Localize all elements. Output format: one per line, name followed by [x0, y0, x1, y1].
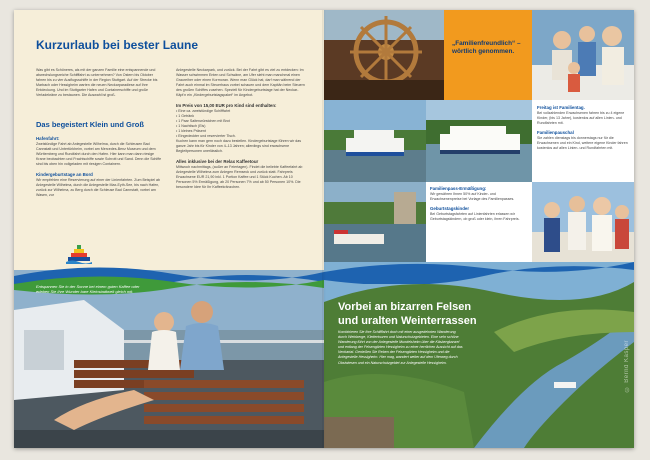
- continued-text: Anlegestelle Neckarpark, und zurück. Bei der Fahrt gibt es viel zu entdecken: Im Wasser schwimmen Enten und Schwäne, am Ufer sieht man manchmal einen Graureiher oder einen Kormoran. Wenn man Glück hat, darf man während der Fahrt auch einmal im Steuerhaus vorbei schauen und dem Kapitän beim Steuern des großen Schiffes zusehen. Speziell für Kindergeburtstage hat der Neckar-Käpt'n ein „Kindergeburtstagspaket“ im Angebot.: [176, 68, 305, 98]
- price-item: • 1 Paar Saitenwürstchen mit Brot: [176, 118, 230, 123]
- birthday-text: Bei Geburtstagsfahrten auf Linienfahrten erlassen wir Geburtstagskindern, ob groß oder klein, ihren Fahrpreis.: [430, 212, 520, 221]
- wave-divider-right: [324, 250, 634, 284]
- intro-column: [36, 68, 164, 102]
- photo-watermark: © Bernd Kasper: [624, 340, 630, 392]
- relax-heading: Alles inklusive bei der Relax Kaffeetour: [176, 158, 259, 164]
- title-line-1: Vorbei an bizarren Felsen: [338, 301, 472, 313]
- page-title: Kurzurlaub bei bester Laune: [36, 38, 199, 52]
- discount-info: [430, 186, 528, 222]
- right-column: [176, 68, 306, 193]
- hafen-heading: Hafenfahrt:: [36, 136, 60, 141]
- ship-wheel-image: [324, 10, 444, 100]
- ticket-heading: Familienpauschal: [537, 130, 574, 135]
- page-fold: [322, 10, 326, 448]
- price-item: • 1 kleines Präsent: [176, 129, 206, 134]
- family-day-text: Bei vollzahlenden Erwachsenen fahren bis zu 4 eigene Kinder, (bis 13 Jahre), kostenlos auf allen Linien- und Rundfahrten mit.: [537, 111, 625, 125]
- price-heading: Im Preis von 15,00 EUR pro Kind sind enthalten:: [176, 102, 277, 108]
- price-item: • Eingedeckter und reservierter Tisch.: [176, 134, 236, 139]
- quote-text: „Familienfreundlich“ – wörtlich genommen.: [452, 40, 521, 55]
- price-item: • 1 Getränk: [176, 113, 195, 118]
- hafen-text: Zweistündige Fahrt ab Anlegestelle Wilhelma, durch die Schleusen Bad Cannstatt und Untertürkheim, vorbei am Mercedes-Benz Museum und dem Württemberg und Rundfahrt durch den Hafen. Hier kann man dann riesige Krane beobachten und Frachtschiffe sowie Schrott und Sand. Denn die Schiffe sind bis oben hin vollgeladen mit riesigen Containern.: [36, 142, 162, 167]
- price-item: • Eine ca. zweistündige Schifffahrt: [176, 108, 231, 113]
- price-note: Kuchen kann man gern noch dazu bestellen. Kindergeburtstage führen wir das ganze Jahr bis für Kinder von 4–13 Jahren; allerdings sind erwachsene Begleitpersonen unerlässlich.: [176, 139, 302, 154]
- kinder-text: Wir empfehlen eine Reservierung auf einer der Linienfahrten. Zum Beispiel ab Anlegestelle Wilhelma, durch die Anlegestelle Max-Eyth-See, bis nach Hafen, zurück zur Wilhelma, zu Berg durch die Schleuse Bad Cannstatt, vorbei am Wasen, zur: [36, 177, 161, 197]
- birthday-heading: Geburtstagskinder: [430, 206, 470, 211]
- excursion-ship-image: [324, 100, 426, 182]
- kinder-heading: Kindergeburtstage an Bord: [36, 171, 93, 177]
- section-subheading: Das begeistert Klein und Groß: [36, 120, 144, 129]
- relax-text: Mittwoch nachmittags, (außer an Feiertagen). Findet die beliebte Kaffeefahrt ab Anlegestelle Wilhelma zum Anlegen Remseck und zurück statt. Fahrpreis Erwachsene EUR 21,90 inkl. 1 Portion Kaffee und 1 Stück Kuchen. Ab 10 Personen 5% Ermäßigung, ab 20 Personen 7% und ab 50 Personen 10%. Die besondere Idee für Ihr Kaffeekränzchen.: [176, 164, 303, 189]
- group-heading: Familienpass-Ermäßigung:: [430, 186, 487, 191]
- group-text: Wir gewähren Ihnen 50% auf Kinder- und Erwachsenenpreise bei Vorlage des Familienpasses.: [430, 192, 515, 201]
- landscape-text: Kombinieren Sie Ihre Schifffahrt doch mit einer ausgedehnten Wanderung durch Weinberge, Klettertouren und Naturschutzgebieten. Eine sehr schöne Wanderung führt von der Anlegestelle Mundelsheim über die Käsbergkanzel und entlang der Felsengärten Hessigheim zu einer herrlichen Aussicht auf das Neckartal. Genießen Sie Reben der Felsengärten Hessigheim und die Anlegestelle Hessigheim. Hier mag, wandert weiter auf dem Uferweg durch Obstwiesen und ein Naturschutzgebiet zur Anlegestelle Hessigheim.: [338, 330, 463, 365]
- landscape-title: [338, 300, 477, 328]
- title-line-2: und uralten Weinterrassen: [338, 315, 477, 327]
- ship-logo-icon: [66, 242, 92, 264]
- brochure-spread: [14, 10, 634, 448]
- family-day-info: [537, 105, 629, 151]
- ticket-text: Sie zahlen dienstags bis donnerstags nur für die Erwachsenen und ein Kind, weitere eigene Kinder fahren kostenlos auf allen Linien- und Rundfahrten mit.: [537, 136, 628, 150]
- right-page: [324, 10, 634, 448]
- price-list: [176, 109, 306, 140]
- intro-text: Was gibt es Schöneres, als mit der ganzen Familie eine entspannende und abwechslungsreiche Schifffahrt zu unternehmen? Von Ostern bis Oktober fahren bis zu vier Ausflugsschiffe in der Region Stuttgart. Auf der Strecke bis Marbach oder Hessigheim warten die neuen Neckarparadiese auf Ihre Entdeckung. Und im Stuttgarter Hafen und Containerschiffe und große Verladekräne zu bestaunen. Die Auswahl ist groß.: [36, 68, 158, 98]
- left-page: [14, 10, 324, 448]
- family-day-heading: Freitag ist Familientag.: [537, 105, 585, 110]
- family-on-ship-image: [532, 10, 634, 100]
- price-item: • 1 Nachtisch (Eis): [176, 123, 206, 128]
- photo-caption: Entspannen Sie in der Sonne bei einem guten Kaffee oder erleben Sie Ihre Wunder bare Kleinstadtwelt gleich mit.: [36, 284, 140, 295]
- ship-river-image: [426, 100, 532, 182]
- left-column: [36, 132, 164, 201]
